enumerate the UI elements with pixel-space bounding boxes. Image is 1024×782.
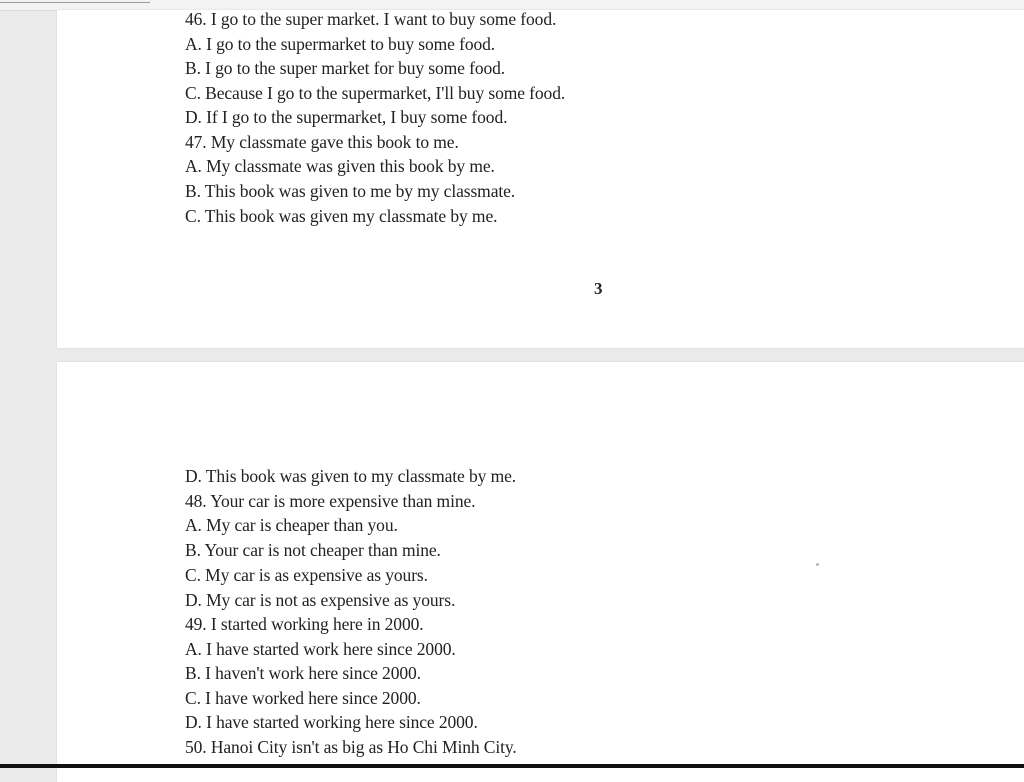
question-48-option-b: B. Your car is not cheaper than mine. (185, 540, 441, 560)
question-46-option-a: A. I go to the supermarket to buy some food. (185, 34, 496, 54)
toolbar-remnant (0, 2, 150, 3)
question-48-option-d: D. My car is not as expensive as yours. (185, 590, 456, 610)
question-48: 48. Your car is more expensive than mine. (185, 491, 476, 511)
question-47-option-d: D. This book was given to my classmate by me. (185, 466, 517, 486)
question-49-option-d: D. I have started working here since 2000. (185, 712, 478, 732)
question-47-option-a: A. My classmate was given this book by me. (185, 156, 495, 176)
question-46-option-b: B. I go to the super market for buy some food. (185, 58, 506, 78)
question-47: 47. My classmate gave this book to me. (185, 132, 459, 152)
stray-dot (816, 563, 819, 566)
question-47-option-c: C. This book was given my classmate by me. (185, 206, 498, 226)
question-49: 49. I started working here in 2000. (185, 614, 424, 634)
question-49-option-a: A. I have started work here since 2000. (185, 639, 456, 659)
viewer-bottom-bar (0, 764, 1024, 768)
question-46: 46. I go to the super market. I want to buy some food. (185, 9, 557, 29)
question-50: 50. Hanoi City isn't as big as Ho Chi Minh City. (185, 737, 517, 757)
question-46-option-d: D. If I go to the supermarket, I buy some food. (185, 107, 508, 127)
question-49-option-b: B. I haven't work here since 2000. (185, 663, 421, 683)
question-48-option-c: C. My car is as expensive as yours. (185, 565, 428, 585)
question-47-option-b: B. This book was given to me by my classmate. (185, 181, 516, 201)
question-49-option-c: C. I have worked here since 2000. (185, 688, 421, 708)
question-48-option-a: A. My car is cheaper than you. (185, 515, 398, 535)
question-46-option-c: C. Because I go to the supermarket, I'll buy some food. (185, 83, 566, 103)
page-number: 3 (594, 279, 603, 298)
